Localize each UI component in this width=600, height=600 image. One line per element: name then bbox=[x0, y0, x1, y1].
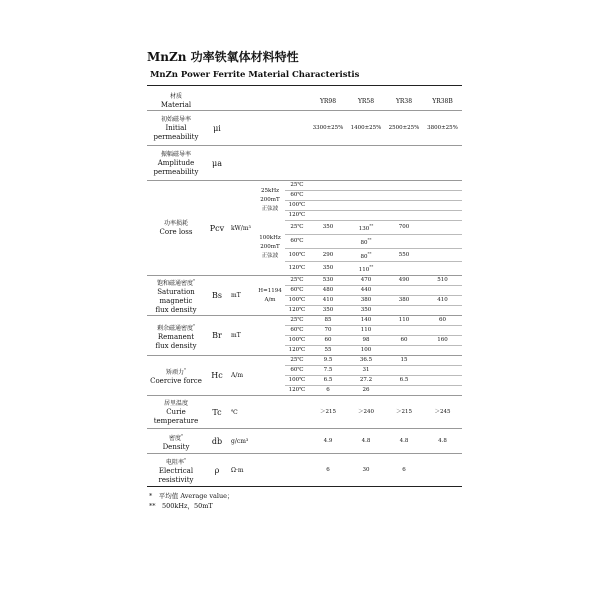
title-english: MnZn Power Ferrite Material Characteristis bbox=[150, 70, 360, 80]
saturation-row: 饱和磁通密度* Saturation magnetic flux density Bs mT H=1194 A/m 25℃ 530 470 490 510 bbox=[147, 276, 462, 286]
coercive-row: 矫顽力* Coercive force Hc A/m 25℃ 9.5 36.5 15 bbox=[147, 356, 462, 366]
grade-yr38: YR38 bbox=[395, 97, 413, 105]
remanence-row: 剩余磁通密度* Remanent flux density Br mT 25℃ 85 140 110 60 bbox=[147, 316, 462, 326]
characteristics-table: 材质 Material YR98 YR58 YR38 YR38B 初始磁导率 Initial permeability μi 3300±25% 1400±25% 2500±25% 3800±25% 振幅磁导率 Amplitude permeability μa 功率损耗 Core loss Pcv kW/m³ 25kHz 200mT 正弦波 25℃ 60℃ 100℃ 120℃ 100kHz 200mT 正弦波 25℃ 350 130** 700 60℃ 80** 100℃ 290 80** 550 120℃ 350 110** 饱和磁通密度* Saturation magnetic flux density Bs mT H=1194 A/m 25℃ 530 470 490 510 60℃ 480 440 100℃ 410 380 380 410 120℃ 350 350 剩余磁通密度* Remanent flux density Br mT 25℃ 85 140 110 60 60℃ 70 110 100℃ 60 98 60 160 120℃ 55 100 矫顽力* Coercive force Hc A/m 25℃ 9.5 36.5 15 60℃ 7.5 31 100℃ 6.5 27.2 6.5 120℃ 6 26 居里温度 Curie temperature Tc ℃ ＞215 ＞240 ＞215 ＞245 密度* Density db g/cm³ 4.9 4.8 4.8 4.8 电阻率* Electrical resistivity ρ Ω·m 6 30 6 bbox=[147, 92, 462, 486]
bottom-rule bbox=[147, 486, 462, 487]
density-row: 密度* Density db g/cm³ 4.9 4.8 4.8 4.8 bbox=[147, 429, 462, 454]
resistivity-row: 电阻率* Electrical resistivity ρ Ω·m 6 30 6 bbox=[147, 454, 462, 487]
footnote-average: * 平均值 Average value； bbox=[149, 492, 234, 501]
footnotes bbox=[147, 491, 462, 511]
grade-yr98: YR98 bbox=[319, 97, 337, 105]
footnote-condition: ** 500kHz，50mT bbox=[149, 502, 213, 511]
datasheet bbox=[147, 50, 462, 511]
grade-yr38b: YR38B bbox=[432, 97, 453, 105]
top-rule bbox=[147, 85, 462, 86]
core-loss-row: 功率损耗 Core loss Pcv kW/m³ 25kHz 200mT 正弦波 25℃ bbox=[147, 181, 462, 191]
amplitude-permeability-row: 振幅磁导率 Amplitude permeability μa bbox=[147, 146, 462, 181]
initial-permeability-row: 初始磁导率 Initial permeability μi 3300±25% 1400±25% 2500±25% 3800±25% bbox=[147, 111, 462, 146]
material-row: 材质 Material YR98 YR58 YR38 YR38B bbox=[147, 92, 462, 111]
title-chinese: MnZn 功率铁氧体材料特性 bbox=[147, 50, 299, 64]
grade-yr58: YR58 bbox=[357, 97, 375, 105]
curie-row: 居里温度 Curie temperature Tc ℃ ＞215 ＞240 ＞215 ＞245 bbox=[147, 396, 462, 429]
